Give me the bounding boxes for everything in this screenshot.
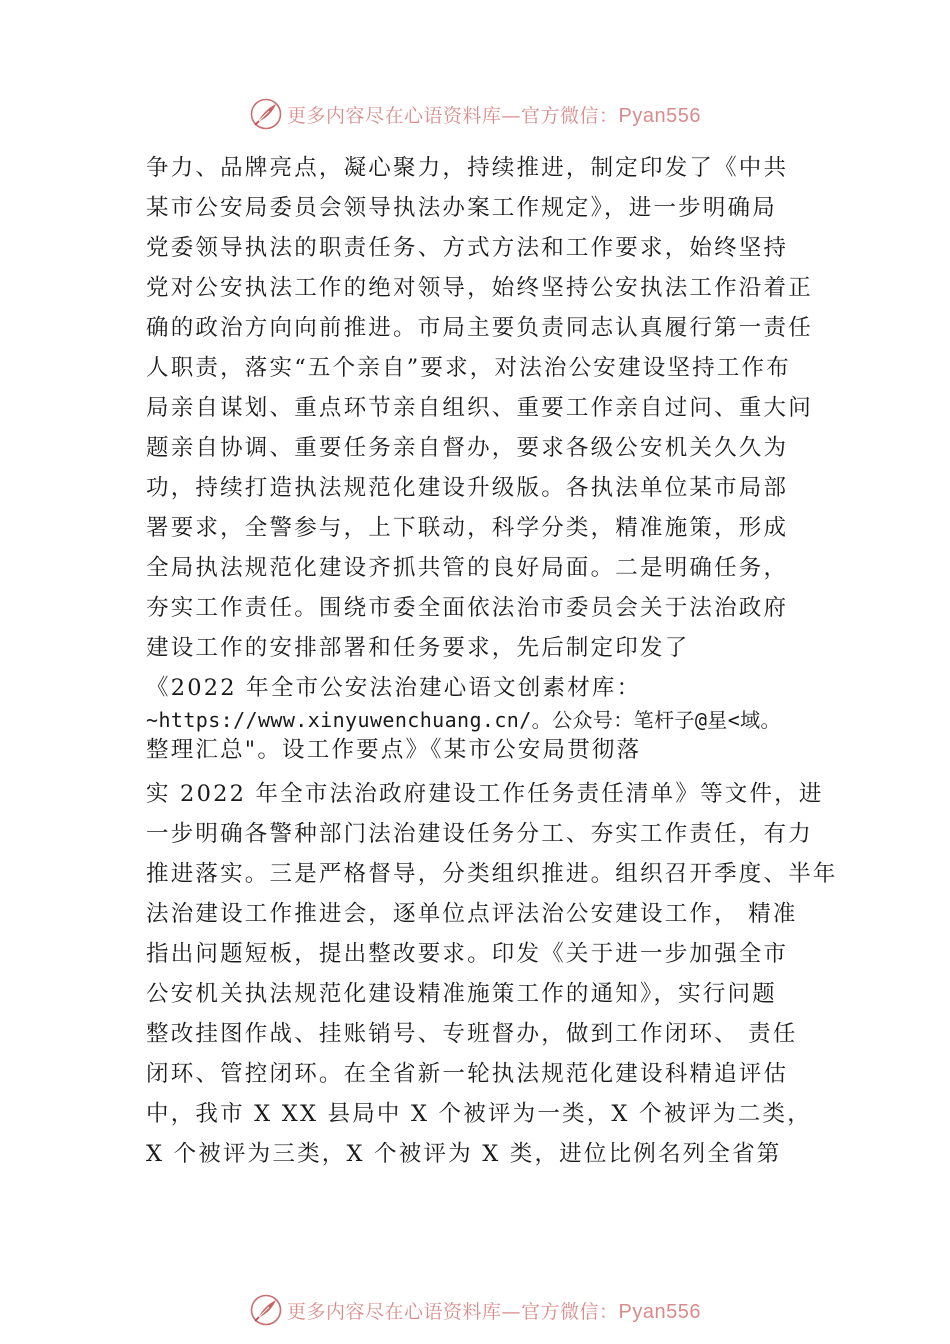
text-line: 人职责，落实“五个亲自”要求，对法治公安建设坚持工作布 xyxy=(146,355,791,381)
text-line: 实 2022 年全市法治政府建设工作任务责任清单》等文件，进 xyxy=(146,781,824,807)
footer-banner xyxy=(0,1290,950,1330)
text-line: 整理汇总"。设工作要点》《某市公安局贯彻落 xyxy=(146,737,642,763)
text-line: 建设工作的安排部署和任务要求，先后制定印发了 xyxy=(146,635,690,661)
text-line: 题亲自协调、重要任务亲自督办，要求各级公安机关久久为 xyxy=(146,435,789,461)
text-line: 争力、品牌亮点，凝心聚力，持续推进，制定印发了《中共 xyxy=(146,155,789,181)
text-line: 全局执法规范化建设齐抓共管的良好局面。二是明确任务， xyxy=(146,555,789,581)
text-line: 推进落实。三是严格督导，分类组织推进。组织召开季度、半年 xyxy=(146,861,838,887)
text-line: 《2022 年全市公安法治建心语文创素材库： xyxy=(146,675,642,701)
text-line: 党对公安执法工作的绝对领导，始终坚持公安执法工作沿着正 xyxy=(146,275,813,301)
text-line: 夯实工作责任。围绕市委全面依法治市委员会关于法治政府 xyxy=(146,595,789,621)
url-line: ~https://www.xinyuwenchuang.cn/。公众号：笔杆子@星<域。 xyxy=(146,708,781,732)
banner-text: 更多内容尽在心语资料库—官方微信：Pyan556 xyxy=(287,1300,701,1323)
text-line: 一步明确各警种部门法治建设任务分工、夯实工作责任，有力 xyxy=(146,821,813,847)
pen-feather-icon xyxy=(249,97,283,131)
wechat-id: Pyan556 xyxy=(618,1300,701,1323)
text-line: 指出问题短板，提出整改要求。印发《关于进一步加强全市 xyxy=(146,941,789,967)
banner-text: 更多内容尽在心语资料库—官方微信：Pyan556 xyxy=(287,104,701,127)
text-line: 功，持续打造执法规范化建设升级版。各执法单位某市局部 xyxy=(146,475,789,501)
text-line: 法治建设工作推进会，逐单位点评法治公安建设工作， 精准 xyxy=(146,901,798,927)
text-line: 中，我市 X XX 县局中 X 个被评为一类，X 个被评为二类， xyxy=(146,1101,812,1127)
text-line: 某市公安局委员会领导执法办案工作规定》，进一步明确局 xyxy=(146,195,777,221)
text-line: 署要求，全警参与，上下联动，科学分类，精准施策，形成 xyxy=(146,515,789,541)
text-line: 党委领导执法的职责任务、方式方法和工作要求，始终坚持 xyxy=(146,235,789,261)
text-line: 整改挂图作战、挂账销号、专班督办，做到工作闭环、 责任 xyxy=(146,1021,798,1047)
text-line: 闭环、管控闭环。在全省新一轮执法规范化建设科精追评估 xyxy=(146,1061,789,1087)
text-line: X 个被评为三类，X 个被评为 X 类，进位比例名列全省第 xyxy=(146,1141,782,1167)
text-line: 局亲自谋划、重点环节亲自组织、重要工作亲自过问、重大问 xyxy=(146,395,813,421)
text-line: 公安机关执法规范化建设精准施策工作的通知》，实行问题 xyxy=(146,981,777,1007)
wechat-id: Pyan556 xyxy=(618,104,701,127)
pen-feather-icon xyxy=(249,1293,283,1327)
text-line: 确的政治方向向前推进。市局主要负责同志认真履行第一责任 xyxy=(146,315,813,341)
header-banner xyxy=(0,94,950,134)
